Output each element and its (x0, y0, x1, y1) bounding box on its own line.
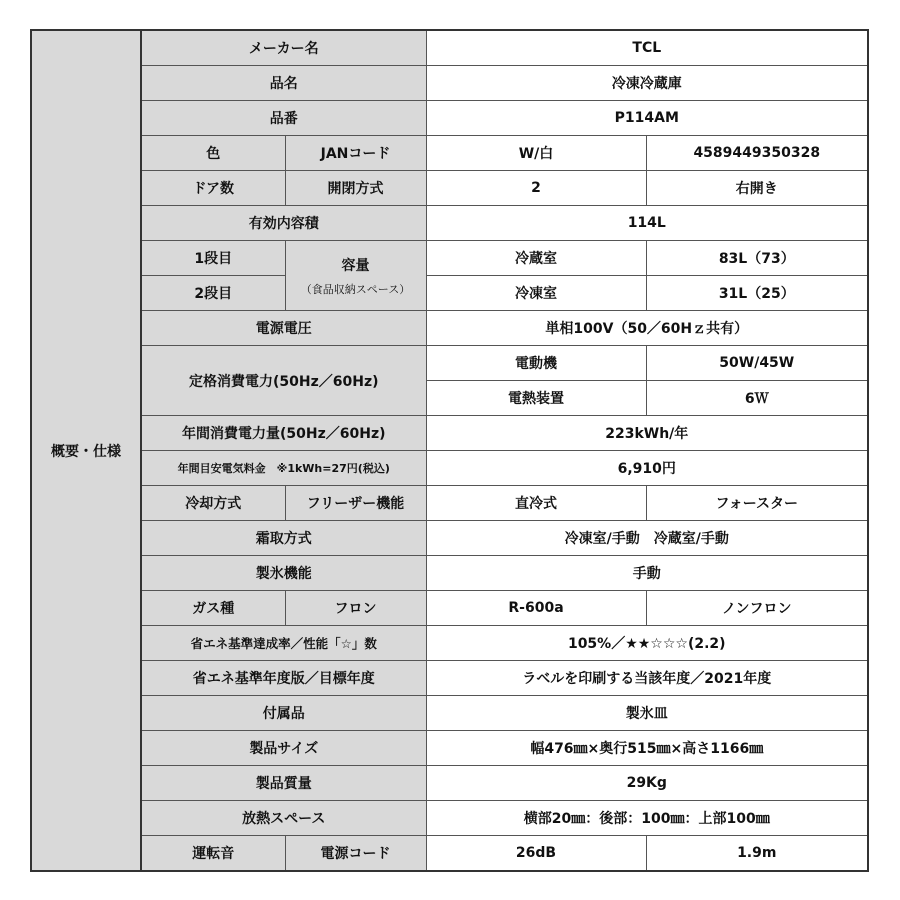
row-size (31, 731, 868, 766)
row-accessories (31, 696, 868, 731)
value-opening: 右開き (646, 171, 868, 206)
value-model: P114AM (426, 101, 868, 136)
value-gas: R-600a (426, 591, 646, 626)
value-annual-power: 223kWh/年 (426, 416, 868, 451)
row-ice-maker (31, 556, 868, 591)
row-product-name (31, 66, 868, 101)
label-size: 製品サイズ (141, 731, 426, 766)
row-electricity-cost (31, 451, 868, 486)
label-rated-power: 定格消費電力(50Hz／60Hz) (141, 346, 426, 416)
label-freon: フロン (285, 591, 426, 626)
label-accessories: 付属品 (141, 696, 426, 731)
section-label: 概要・仕様 (31, 30, 141, 871)
value-defrost: 冷凍室/手動 冷蔵室/手動 (426, 521, 868, 556)
row-tier2 (31, 276, 868, 311)
value-maker: TCL (426, 30, 868, 66)
label-color: 色 (141, 136, 285, 171)
label-maker: メーカー名 (141, 30, 426, 66)
label-cooling: 冷却方式 (141, 486, 285, 521)
value-accessories: 製氷皿 (426, 696, 868, 731)
row-energy-rate (31, 626, 868, 661)
label-tier2: 2段目 (141, 276, 285, 311)
label-doors: ドア数 (141, 171, 285, 206)
value-color: W/白 (426, 136, 646, 171)
row-tier1 (31, 241, 868, 276)
row-gas (31, 591, 868, 626)
label-tier-capacity (285, 241, 426, 311)
label-energy-rate: 省エネ基準達成率／性能「☆」数 (141, 626, 426, 661)
row-clearance (31, 801, 868, 836)
row-energy-year (31, 661, 868, 696)
row-cooling (31, 486, 868, 521)
value-freon: ノンフロン (646, 591, 868, 626)
label-jan: JANコード (285, 136, 426, 171)
label-gas: ガス種 (141, 591, 285, 626)
value-doors: 2 (426, 171, 646, 206)
label-product-name: 品名 (141, 66, 426, 101)
label-clearance: 放熱スペース (141, 801, 426, 836)
value-motor: 50W/45W (646, 346, 868, 381)
value-heater: 6Ｗ (646, 381, 868, 416)
label-model: 品番 (141, 101, 426, 136)
value-jan: 4589449350328 (646, 136, 868, 171)
row-rated-power-motor (31, 346, 868, 381)
value-freezer-function: フォースター (646, 486, 868, 521)
label-energy-year: 省エネ基準年度版／目標年度 (141, 661, 426, 696)
tier-capacity-note: （食品収納スペース） (300, 282, 411, 296)
tier-capacity-label: 容量 (341, 257, 370, 274)
label-power-cord: 電源コード (285, 836, 426, 872)
label-electricity-cost: 年間目安電気料金 ※1kWh=27円(税込) (141, 451, 426, 486)
label-heater: 電熱装置 (426, 381, 646, 416)
label-ice-maker: 製氷機能 (141, 556, 426, 591)
label-fridge: 冷蔵室 (426, 241, 646, 276)
row-annual-power (31, 416, 868, 451)
label-opening: 開閉方式 (285, 171, 426, 206)
row-doors (31, 171, 868, 206)
spec-table (30, 29, 869, 872)
row-weight (31, 766, 868, 801)
value-electricity-cost: 6,910円 (426, 451, 868, 486)
value-noise: 26dB (426, 836, 646, 872)
label-capacity: 有効内容積 (141, 206, 426, 241)
row-defrost (31, 521, 868, 556)
value-product-name: 冷凍冷蔵庫 (426, 66, 868, 101)
value-ice-maker: 手動 (426, 556, 868, 591)
value-voltage: 単相100V（50／60Hｚ共有） (426, 311, 868, 346)
label-noise: 運転音 (141, 836, 285, 872)
row-voltage (31, 311, 868, 346)
label-motor: 電動機 (426, 346, 646, 381)
value-clearance: 横部20㎜：後部：100㎜：上部100㎜ (426, 801, 868, 836)
label-defrost: 霜取方式 (141, 521, 426, 556)
row-model (31, 101, 868, 136)
label-tier1: 1段目 (141, 241, 285, 276)
label-freezer-function: フリーザー機能 (285, 486, 426, 521)
row-capacity (31, 206, 868, 241)
row-maker (31, 30, 868, 66)
value-capacity: 114L (426, 206, 868, 241)
value-freezer: 31L（25） (646, 276, 868, 311)
row-noise (31, 836, 868, 872)
value-size: 幅476㎜×奥行515㎜×高さ1166㎜ (426, 731, 868, 766)
label-freezer: 冷凍室 (426, 276, 646, 311)
value-energy-rate: 105%／★★☆☆☆(2.2) (426, 626, 868, 661)
value-fridge: 83L（73） (646, 241, 868, 276)
label-voltage: 電源電圧 (141, 311, 426, 346)
value-energy-year: ラベルを印刷する当該年度／2021年度 (426, 661, 868, 696)
label-weight: 製品質量 (141, 766, 426, 801)
label-annual-power: 年間消費電力量(50Hz／60Hz) (141, 416, 426, 451)
value-power-cord: 1.9m (646, 836, 868, 872)
row-color (31, 136, 868, 171)
value-weight: 29Kg (426, 766, 868, 801)
value-cooling: 直冷式 (426, 486, 646, 521)
